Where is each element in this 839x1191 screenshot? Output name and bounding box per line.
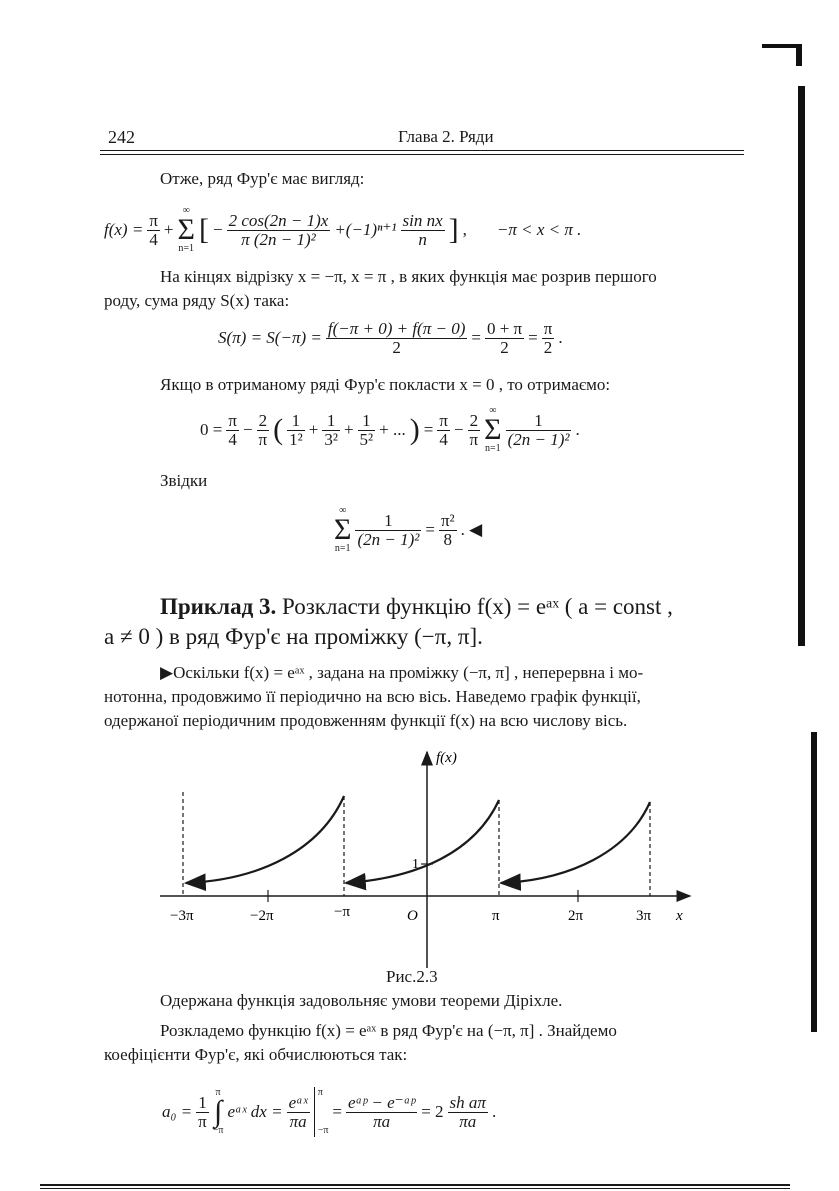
paragraph: коефіцієнти Фур'є, які обчислюються так:: [104, 1045, 408, 1064]
example-statement: Розкласти функцію f(x) = eᵃˣ ( a = const ,: [281, 594, 673, 619]
eq-lhs: f(x) =: [104, 220, 144, 239]
y-axis-label: f(x): [436, 750, 457, 766]
equation-sum-at-endpoints: S(π) = S(−π) = $\frac{f(-\pi + 0) + f(\pi - 0)}{2}$ = $\frac{0 + \pi}{2}$ = $\frac{\pi}{2}$ .: [218, 318, 563, 357]
footer-rule: [40, 1184, 790, 1186]
paragraph: Одержана функція задовольняє умови теореми Діріхле.: [160, 991, 563, 1010]
equation-a0: a₀ = $\frac{1}{\pi}$ π ∫ −π eᵃˣ dx = $\frac{\text{eᵃˣ}}{\pi a}$ π −π = $\frac{\text{eᵃᵖ − e⁻ᵃᵖ}}{\pi a}$ = 2 $\frac{\text{sh aπ}}{\pi a}$ .: [162, 1087, 497, 1136]
chapter-title: Глава 2. Ряди: [398, 127, 494, 146]
eq-fraction: $\frac{2 \cos(2n - 1)x}{\text{π (2n − 1)²}}$: [228, 210, 329, 249]
curve-branch: [186, 796, 344, 883]
x-axis-label: x: [676, 908, 683, 924]
figure-caption: Рис.2.3: [386, 967, 438, 986]
paragraph: роду, сума ряду S(x) така:: [104, 291, 290, 310]
curve-branch: [346, 800, 499, 883]
sum-sign: ∞ Σ n=1: [177, 205, 195, 254]
tick-label: −3π: [170, 908, 194, 924]
tick-label: −π: [334, 904, 351, 920]
paragraph: Звідки: [160, 471, 208, 490]
paragraph: одержаної періодичним продовженням функції f(x) на всю числову вісь.: [104, 711, 628, 730]
scan-edge-bar: [798, 86, 805, 646]
paragraph: На кінцях відрізку x = −π, x = π , в яких функція має розрив першого: [160, 267, 657, 286]
example-label: Приклад 3.: [160, 594, 277, 619]
scan-edge-bar: [811, 732, 817, 1032]
tick-label: 2π: [568, 908, 584, 924]
tick-label: π: [492, 908, 500, 924]
eq-fraction: $\frac{\pi}{4}$: [149, 210, 158, 249]
eq-fraction: $\frac{\text{sin nx}}{n}$: [402, 210, 443, 249]
paragraph: нотонна, продовжимо її періодично на всю вісь. Наведемо графік функції,: [104, 687, 641, 706]
origin-label: O: [407, 908, 418, 924]
scan-edge-mark: [796, 44, 802, 66]
paragraph: Розкладемо функцію f(x) = eᵃˣ в ряд Фур'є на (−π, π] . Знайдемо: [160, 1021, 617, 1040]
one-label: 1: [412, 857, 419, 872]
paragraph: Отже, ряд Фур'є має вигляд:: [160, 169, 365, 188]
example-heading: [160, 592, 673, 622]
paragraph: Якщо в отриманому ряді Фур'є покласти x = 0 , то отримаємо:: [160, 375, 611, 394]
tick-label: 3π: [636, 908, 652, 924]
paragraph: ▶Оскільки f(x) = eᵃˣ , задана на проміжку (−π, π] , неперервна і мо-: [160, 663, 644, 682]
equation-result: ∞ Σ n=1 $\frac{1}{\text{(2n − 1)²}}$ = $\frac{\text{π²}}{8}$ . ◀: [334, 505, 483, 554]
header-rule: [100, 154, 744, 155]
tick-label: −2π: [250, 908, 274, 924]
example-statement-line2: a ≠ 0 ) в ряд Фур'є на проміжку (−π, π].: [104, 624, 483, 649]
equation-x-zero: 0 = $\frac{\pi}{4}$ − $\frac{2}{\pi}$ ( $\frac{1}{\text{1²}}$ + $\frac{1}{\text{3²}}$ + $\frac{1}{\text{5²}}$ + ... ) = $\frac{\pi}{4}$ − $\frac{2}{\pi}$ ∞ Σ n=1 $\frac{1}{\text{(2n − 1)²}}$ .: [200, 405, 580, 454]
curve-branch: [501, 802, 650, 883]
page-number: 242: [108, 127, 135, 147]
figure-periodic-exponential: [150, 740, 710, 970]
equation-fourier-series: f(x) = $\frac{\pi}{4}$ + ∞ Σ n=1 [ − $\frac{2 \cos(2n - 1)x}{\text{π (2n − 1)²}}$ +(−1)ⁿ⁺¹ $\frac{\text{sin nx}}{n}$ ] , −π < x < π .: [104, 205, 582, 254]
footer-rule: [40, 1188, 790, 1189]
header-rule: [100, 150, 744, 151]
